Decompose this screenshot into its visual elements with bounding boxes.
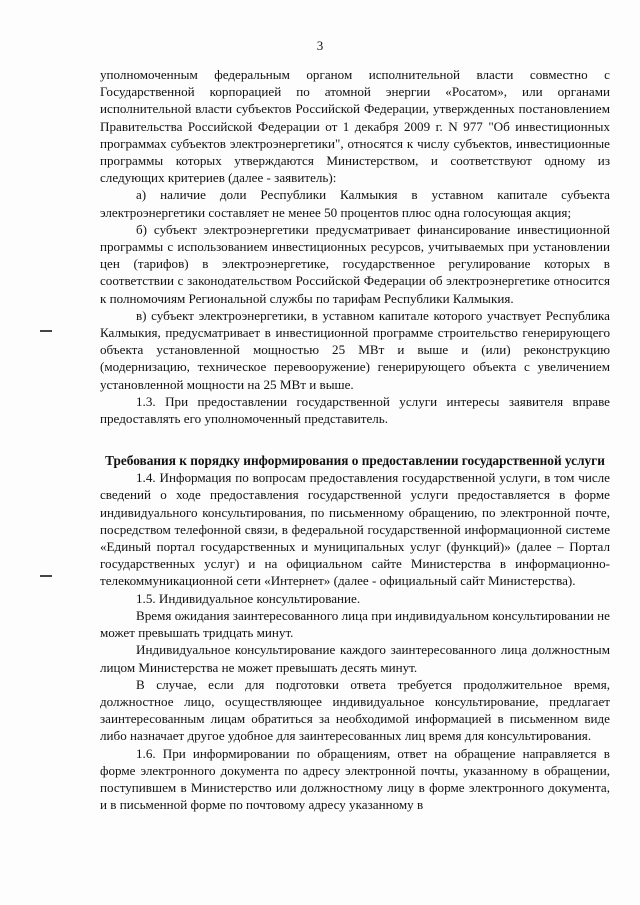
paragraph-1-4: 1.4. Информация по вопросам предоставления государственной услуги, в том числе сведений о ходе предоставления государственной услуги предоставляется в форме индивидуального консультирования, по письменному обращению, по электронной почте, посредством телефонной связи, в федеральной государственной информационной системе «Единый портал государственных и муниципальных услуг (функций)» (далее – Портал государственных услуг) и на официальном сайте Министерства в информационно-телекоммуникационной сети «Интернет» (далее - официальный сайт Министерства).: [100, 470, 610, 589]
criterion-b: б) субъект электроэнергетики предусматривает финансирование инвестиционной программы с использованием инвестиционных ресурсов, учитываемых при установлении цен (тарифов) в электроэнергетике, государственное регулирование которых в соответствии с законодательством Российской Федерации об электроэнергетике относится к полномочиям Региональной службы по тарифам Республики Калмыкия.: [100, 221, 610, 306]
paragraph-continuation: уполномоченным федеральным органом исполнительной власти совместно с Государственной корпорацией по атомной энергии «Росатом», или органами исполнительной власти субъектов Российской Федерации, утвержденных постановлением Правительства Российской Федерации от 1 декабря 2009 г. N 977 "Об инвестиционных программах субъектов электроэнергетики", относятся к числу субъектов, инвестиционные программы которых утверждаются Министерством, и соответствуют одному из следующих критериев (далее - заявитель):: [100, 67, 610, 186]
margin-mark: [40, 575, 52, 577]
document-body: [100, 66, 610, 813]
page-number: 3: [316, 38, 324, 53]
paragraph-consult-duration: Индивидуальное консультирование каждого заинтересованного лица должностным лицом Министерства не может превышать десять минут.: [100, 642, 610, 675]
paragraph-1-6: 1.6. При информировании по обращениям, ответ на обращение направляется в форме электронного документа по адресу электронной почты, указанному в обращении, поступившем в Министерство или должностному лицу в форме электронного документа, и в письменной форме по почтовому адресу указанному в: [100, 745, 610, 813]
margin-mark: [40, 330, 52, 332]
criterion-c: в) субъект электроэнергетики, в уставном капитале которого участвует Республика Калмыкия, предусматривает в инвестиционной программе строительство генерирующего объекта установленной мощностью 25 МВт и выше и (или) реконструкцию (модернизацию, техническое перевооружение) генерирующего объекта с увеличением установленной мощности на 25 МВт и выше.: [100, 307, 610, 392]
criterion-a: а) наличие доли Республики Калмыкия в уставном капитале субъекта электроэнергетики составляет не менее 50 процентов плюс одна голосующая акция;: [100, 187, 610, 220]
paragraph-1-3: 1.3. При предоставлении государственной услуги интересы заявителя вправе предоставлять его уполномоченный представитель.: [100, 393, 610, 427]
paragraph-long-answer: В случае, если для подготовки ответа требуется продолжительное время, должностное лицо, осуществляющее индивидуальное консультирование, предлагает заинтересованным лицам обратиться за необходимой информацией в письменном виде либо назначает другое удобное для заинтересованных лиц время для консультирования.: [100, 676, 610, 744]
section-heading: Требования к порядку информирования о предоставлении государственной услуги: [105, 453, 605, 469]
paragraph-1-5: 1.5. Индивидуальное консультирование.: [136, 590, 361, 606]
paragraph-waiting-time: Время ожидания заинтересованного лица при индивидуальном консультировании не может превышать тридцать минут.: [100, 607, 610, 641]
